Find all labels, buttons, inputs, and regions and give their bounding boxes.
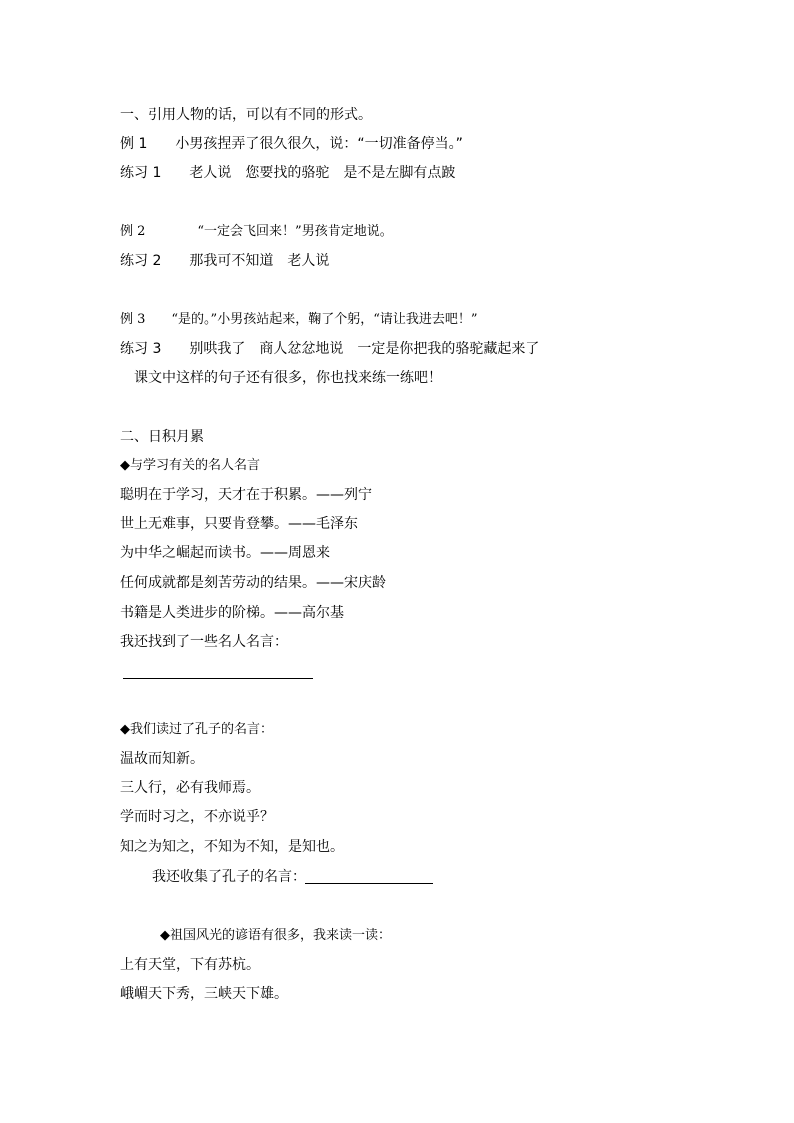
answer-blank-quotes[interactable] [123,678,313,679]
practice-1: 练习 1 老人说 您要找的骆驼 是不是左脚有点跛 [120,165,456,181]
confucius-quote: 学而时习之，不亦说乎？ [120,809,274,825]
subheading-proverbs: ◆祖国风光的谚语有很多，我来读一读： [160,928,391,943]
collected-confucius-prompt: 我还收集了孔子的名言： [152,869,306,885]
proverb-item: 峨嵋天下秀，三峡天下雄。 [120,986,288,1002]
practice-note: 课文中这样的句子还有很多，你也找来练一练吧！ [120,370,442,386]
quote-item: 聪明在于学习，天才在于积累。——列宁 [120,487,372,503]
section-2-heading: 二、日积月累 [120,429,204,445]
proverb-item: 上有天堂，下有苏杭。 [120,957,260,973]
example-3: 例 3 “是的。”小男孩站起来，鞠了个躬，“请让我进去吧！” [120,312,478,327]
confucius-quote: 知之为知之，不知为不知，是知也。 [120,839,344,855]
quote-item: 为中华之崛起而读书。——周恩来 [120,545,330,561]
subheading-confucius: ◆我们读过了孔子的名言： [120,722,273,737]
confucius-quote: 温故而知新。 [120,751,204,767]
answer-blank-confucius[interactable] [305,883,433,884]
example-2: 例 2 “一定会飞回来！”男孩肯定地说。 [120,224,393,239]
quote-item: 书籍是人类进步的阶梯。——高尔基 [120,605,344,621]
quote-item: 世上无难事，只要肯登攀。——毛泽东 [120,516,358,532]
example-1: 例 1 小男孩捏弄了很久很久，说：“一切准备停当。” [120,136,463,152]
subheading-famous-quotes: ◆与学习有关的名人名言 [120,458,260,473]
quote-item: 任何成就都是刻苦劳动的结果。——宋庆龄 [120,575,386,591]
practice-3: 练习 3 别哄我了 商人忿忿地说 一定是你把我的骆驼藏起来了 [120,341,540,357]
found-quotes-prompt: 我还找到了一些名人名言： [120,634,288,650]
practice-2: 练习 2 那我可不知道 老人说 [120,253,330,269]
confucius-quote: 三人行，必有我师焉。 [120,780,260,796]
section-1-heading: 一、引用人物的话，可以有不同的形式。 [120,107,372,123]
